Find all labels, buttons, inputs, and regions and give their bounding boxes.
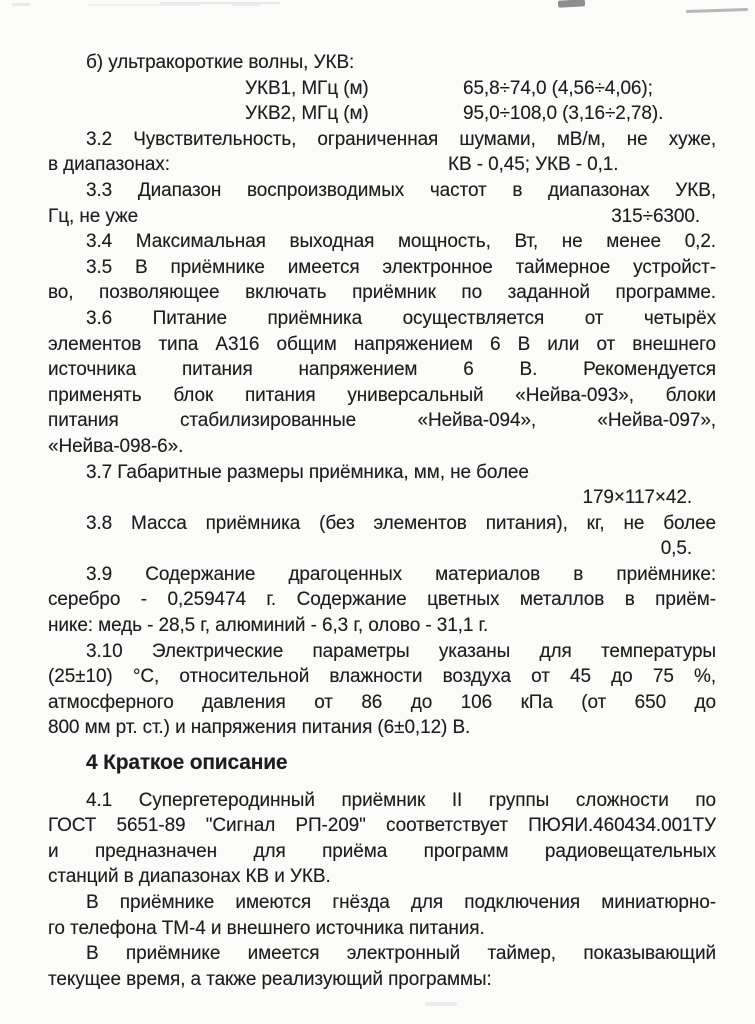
document-content: [48, 50, 716, 992]
paragraph-3-9-line1: 3.9 Содержание драгоценных материалов в приёмнике:: [86, 563, 716, 585]
paragraph-4-1-line3: и предназначен для приёма программ радиовещательных: [48, 840, 716, 862]
scan-artifact-mark: [558, 0, 585, 8]
paragraph-3-10-line2: (25±10) °С, относительной влажности воздуха от 45 до 75 %,: [48, 666, 716, 688]
scan-artifact-streak: [686, 8, 748, 13]
paragraph-timer-line2: текущее время, а также реализующий программы:: [48, 968, 492, 990]
section-4-heading: 4 Краткое описание: [86, 751, 288, 775]
band-row-ukv2: [48, 101, 716, 127]
paragraph-jacks-line1: В приёмнике имеются гнёзда для подключения миниатюрно-: [86, 892, 716, 913]
paragraph-4-1-line4: станций в диапазонах КВ и УКВ.: [48, 866, 331, 888]
paragraph-3-9-line2: серебро - 0,259474 г. Содержание цветных металлов в приём-: [48, 589, 716, 611]
paragraph-4-1-line1: 4.1 Супергетеродинный приёмник II группы сложности по: [86, 789, 716, 811]
paragraph-jacks-line2: го телефона ТМ-4 и внешнего источника питания.: [48, 917, 485, 939]
paragraph-3-5-line1: 3.5 В приёмнике имеется электронное таймерное устройст-: [86, 256, 716, 278]
paragraph-3-2-line1: 3.2 Чувствительность, ограниченная шумами, мВ/м, не хуже,: [86, 128, 716, 150]
paragraph-3-8-value: 0,5.: [660, 538, 692, 560]
paragraph-3-7-line1: 3.7 Габаритные размеры приёмника, мм, не более: [86, 461, 529, 483]
paragraph-3-4: 3.4 Максимальная выходная мощность, Вт, не менее 0,2.: [86, 231, 716, 253]
paragraph-3-5-line2: во, позволяющее включать приёмник по заданной программе.: [48, 282, 716, 304]
scan-artifact-streak: [160, 2, 280, 4]
scan-artifact-streak: [88, 4, 200, 6]
scan-artifact-streak: [232, 4, 260, 6]
paragraph-3-8-line1: 3.8 Масса приёмника (без элементов питания), кг, не более: [86, 512, 716, 534]
paragraph-3-2-label: в диапазонах:: [48, 154, 170, 176]
band-ukv2-label: УКВ2, МГц (м): [245, 103, 369, 125]
paragraph-3-6-line5: питания стабилизированные «Нейва-094», «Нейва-097»,: [48, 410, 716, 432]
paragraph-3-10-line4: 800 мм рт. ст.) и напряжения питания (6±0,12) В.: [48, 717, 471, 739]
paragraph-3-6-line1: 3.6 Питание приёмника осуществляется от четырёх: [86, 307, 716, 329]
paragraph-3-6-line2: элементов типа А316 общим напряжением 6 В или от внешнего: [48, 333, 716, 355]
paragraph-3-3-value: 315÷6300.: [611, 205, 700, 227]
paragraph-3-7-value: 179×117×42.: [582, 487, 692, 509]
paragraph-3-9-line3: нике: медь - 28,5 г, алюминий - 6,3 г, олово - 31,1 г.: [48, 615, 489, 637]
paragraph-3-2-value-row: [48, 152, 716, 178]
paragraph-3-6-line6: «Нейва-098-6».: [48, 435, 184, 457]
paragraph-3-2-value: КВ - 0,45; УКВ - 0,1.: [448, 154, 619, 176]
paragraph-3-10-line3: атмосферного давления от 86 до 106 кПа (от 650 до: [48, 691, 716, 713]
band-ukv2-value: 95,0÷108,0 (3,16÷2,78).: [463, 103, 664, 125]
band-ukv1-value: 65,8÷74,0 (4,56÷4,06);: [463, 77, 653, 99]
scan-artifact-smudge: [425, 1002, 457, 1006]
scan-artifact-streak: [12, 3, 30, 6]
paragraph-3-6-line4: применять блок питания универсальный «Нейва-093», блоки: [48, 384, 716, 406]
paragraph-3-10-line1: 3.10 Электрические параметры указаны для температуры: [86, 640, 716, 662]
band-ukv1-label: УКВ1, МГц (м): [245, 77, 369, 99]
list-item-b: б) ультракороткие волны, УКВ:: [86, 52, 355, 73]
paragraph-timer-line1: В приёмнике имеется электронный таймер, показывающий: [86, 943, 716, 965]
paragraph-3-3-line1: 3.3 Диапазон воспроизводимых частот в диапазонах УКВ,: [86, 179, 716, 201]
band-row-ukv1: [48, 76, 716, 102]
paragraph-3-3-label: Гц, не уже: [48, 205, 139, 227]
paragraph-3-3-value-row: [48, 204, 716, 230]
paragraph-4-1-line2: ГОСТ 5651-89 "Сигнал РП-209" соответствует ПЮЯИ.460434.001ТУ: [48, 815, 716, 837]
paragraph-3-6-line3: источника питания напряжением 6 В. Рекомендуется: [48, 359, 716, 381]
